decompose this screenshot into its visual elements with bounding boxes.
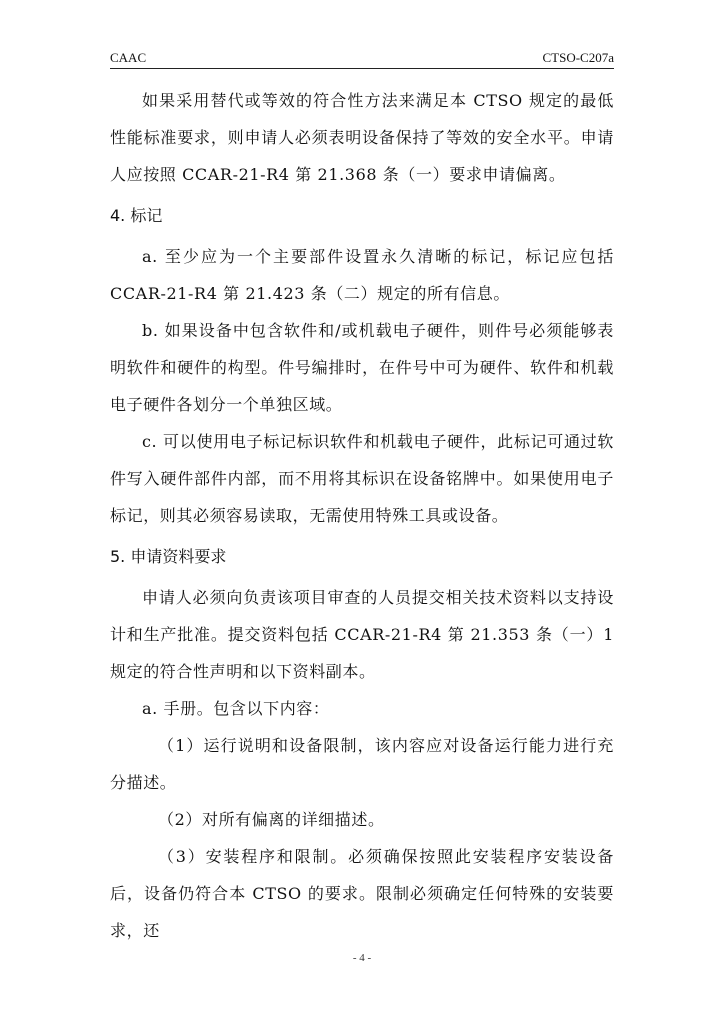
document-body [110, 82, 614, 949]
section-heading-application-data: 5. 申请资料要求 [110, 547, 227, 566]
paragraph-marking-a: a. 至少应为一个主要部件设置永久清晰的标记，标记应包括 CCAR-21-R4 第 21.423 条（二）规定的所有信息。 [110, 247, 614, 303]
paragraph-manual: a. 手册。包含以下内容： [142, 699, 330, 718]
paragraph-marking-b: b. 如果设备中包含软件和/或机载电子硬件，则件号必须能够表明软件和硬件的构型。件号编排时，在件号中可为硬件、软件和机载电子硬件各划分一个单独区域。 [110, 321, 614, 414]
page-number: - 4 - [352, 952, 372, 964]
paragraph-equivalent-compliance: 如果采用替代或等效的符合性方法来满足本 CTSO 规定的最低性能标准要求，则申请人必须表明设备保持了等效的安全水平。申请人应按照 CCAR-21-R4 第 21.368 条（一）要求申请偏离。 [110, 91, 614, 184]
page-header [110, 50, 614, 70]
paragraph-manual-item-3: （3）安装程序和限制。必须确保按照此安装程序安装设备后，设备仍符合本 CTSO 的要求。限制必须确定任何特殊的安装要求，还 [110, 847, 614, 940]
paragraph-manual-item-2: （2）对所有偏离的详细描述。 [158, 810, 385, 829]
header-org: CAAC [110, 50, 147, 65]
paragraph-marking-c: c. 可以使用电子标记标识软件和机载电子硬件，此标记可通过软件写入硬件部件内部，而不用将其标识在设备铭牌中。如果使用电子标记，则其必须容易读取，无需使用特殊工具或设备。 [110, 432, 614, 525]
header-doc-id: CTSO-C207a [542, 50, 614, 65]
section-heading-marking: 4. 标记 [110, 206, 163, 225]
paragraph-manual-item-1: （1）运行说明和设备限制，该内容应对设备运行能力进行充分描述。 [110, 736, 614, 792]
paragraph-application-data: 申请人必须向负责该项目审查的人员提交相关技术资料以支持设计和生产批准。提交资料包括 CCAR-21-R4 第 21.353 条（一）1 规定的符合性声明和以下资料副本。 [110, 588, 614, 681]
header-divider [110, 68, 614, 69]
